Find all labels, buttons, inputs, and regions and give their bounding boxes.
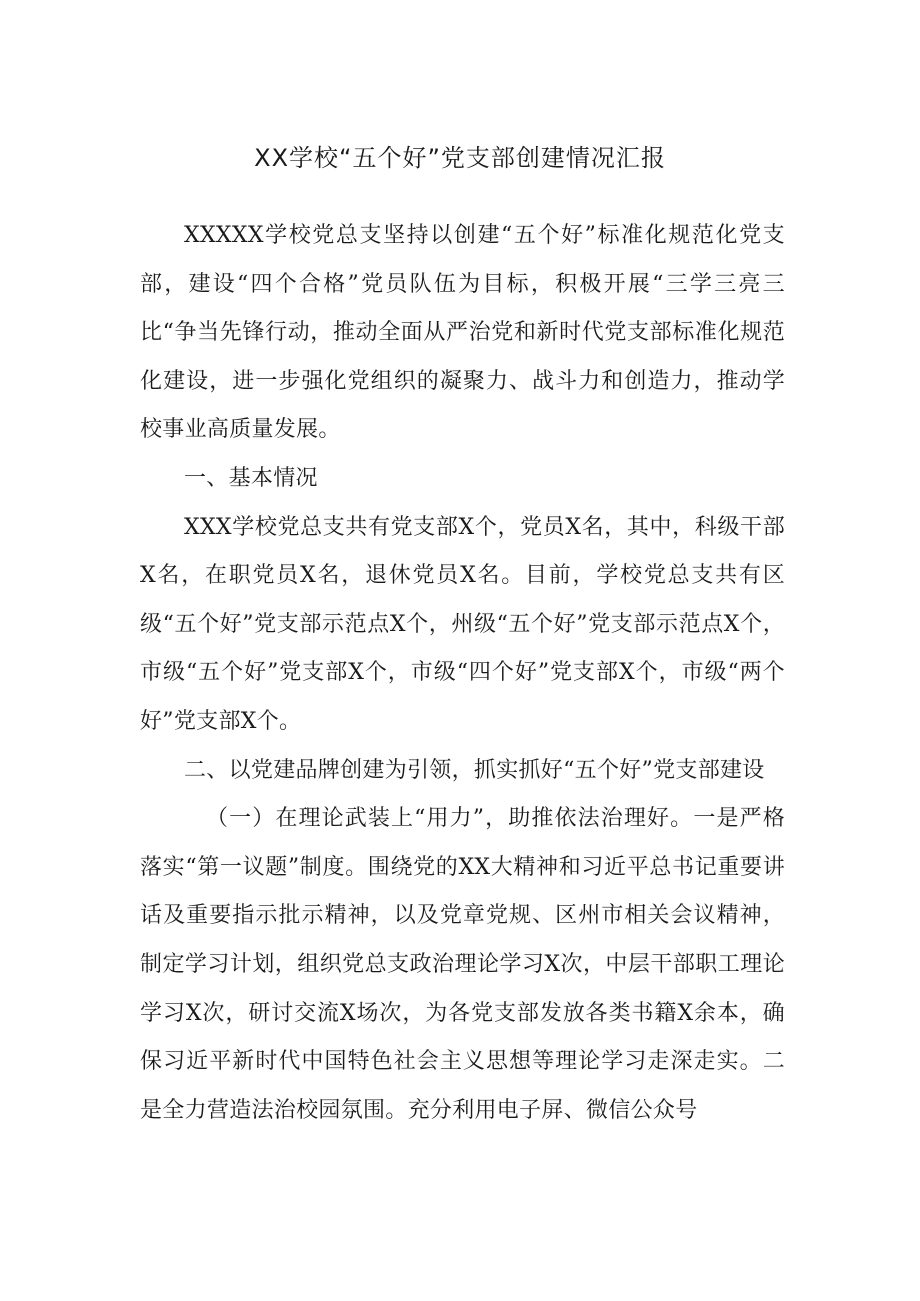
basic-situation-paragraph: XXX学校党总支共有党支部X个，党员X名，其中，科级干部X名，在职党员X名，退休党员X名。目前，学校党总支共有区级“五个好”党支部示范点X个，州级“五个好”党支部示范点X个，市级“五个好”党支部X个，市级“四个好”党支部X个，市级“两个好”党支部X个。	[140, 514, 785, 734]
subsection-theory-paragraph: （一）在理论武装上“用力”，助推依法治理好。一是严格落实“第一议题”制度。围绕党的XX大精神和习近平总书记重要讲话及重要指示批示精神，以及党章党规、区州市相关会议精神，制定学习计划，组织党总支政治理论学习X次，中层干部职工理论学习X次，研讨交流X场次，为各党支部发放各类书籍X余本，确保习近平新时代中国特色社会主义思想等理论学习走深走实。二是全力营造法治校园氛围。充分利用电子屏、微信公众号	[140, 806, 785, 1123]
document-body	[140, 212, 785, 1135]
section-heading-party-building: 二、以党建品牌创建为引领，抓实抓好“五个好”党支部建设	[184, 757, 765, 783]
section-heading-basic-situation: 一、基本情况	[184, 465, 318, 491]
intro-paragraph: XXXXX学校党总支坚持以创建“五个好”标准化规范化党支部，建设“四个合格”党员队伍为目标，积极开展“三学三亮三比“争当先锋行动，推动全面从严治党和新时代党支部标准化规范化建设，进一步强化党组织的凝聚力、战斗力和创造力，推动学校事业高质量发展。	[140, 223, 785, 443]
document-title: XX学校“五个好”党支部创建情况汇报	[254, 144, 666, 172]
